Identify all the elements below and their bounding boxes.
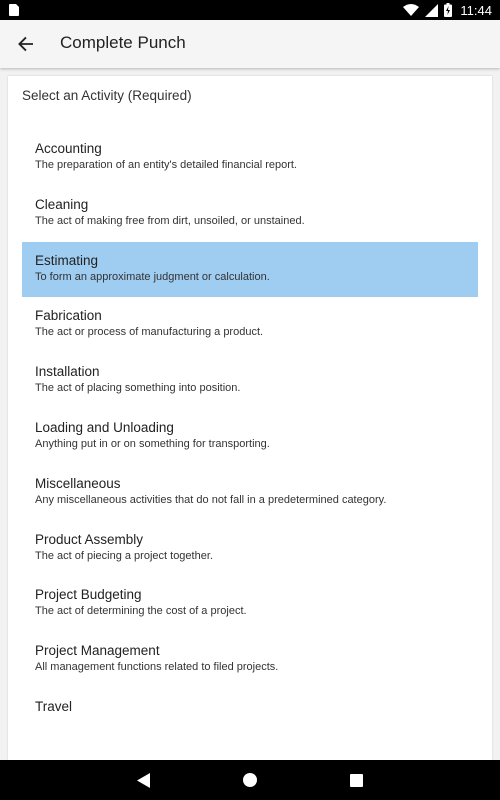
wifi-icon [403, 4, 419, 17]
sim-card-icon [9, 4, 19, 16]
activity-name: Installation [35, 364, 100, 380]
activity-item[interactable] [22, 521, 478, 577]
recents-square-icon[interactable] [346, 770, 366, 790]
activity-name: Project Budgeting [35, 587, 142, 603]
status-icons [403, 0, 492, 20]
activity-description: The act of piecing a project together. [35, 549, 213, 562]
status-bar [0, 0, 500, 20]
activity-description: The preparation of an entity's detailed financial report. [35, 159, 297, 171]
activity-item[interactable] [22, 632, 478, 688]
activity-description: Anything put in or on something for transporting. [35, 437, 270, 450]
activity-list [22, 130, 478, 744]
home-circle-icon[interactable] [240, 770, 260, 790]
activity-description: The act of making free from dirt, unsoiled, or unstained. [35, 214, 305, 227]
navigation-bar [0, 760, 500, 800]
activity-description: All management functions related to filed projects. [35, 661, 279, 674]
page-title: Complete Punch [60, 33, 186, 52]
activity-name: Loading and Unloading [35, 419, 174, 435]
activity-item[interactable] [22, 297, 478, 353]
activity-heading: Select an Activity (Required) [22, 88, 192, 103]
activity-item[interactable] [22, 353, 478, 409]
activity-item[interactable] [22, 688, 478, 744]
activity-card [8, 76, 492, 760]
activity-description: Any miscellaneous activities that do not fall in a predetermined category. [35, 493, 387, 506]
activity-name: Accounting [35, 141, 102, 156]
activity-description: The act of determining the cost of a project. [35, 605, 247, 618]
activity-item[interactable] [22, 186, 478, 242]
back-triangle-icon[interactable] [134, 770, 154, 790]
activity-name: Cleaning [35, 196, 89, 212]
activity-item[interactable] [22, 409, 478, 465]
activity-name: Product Assembly [35, 531, 144, 547]
arrow-back-icon[interactable] [14, 32, 38, 56]
activity-description: The act or process of manufacturing a product. [35, 326, 264, 339]
activity-name: Miscellaneous [35, 475, 121, 491]
status-time: 11:44 [460, 2, 492, 18]
activity-name: Estimating [35, 252, 99, 268]
activity-description: To form an approximate judgment or calculation. [35, 270, 270, 283]
battery-charging-icon [444, 3, 452, 17]
activity-name: Project Management [35, 643, 160, 659]
activity-description: The act of placing something into position. [35, 382, 241, 395]
app-bar [0, 20, 500, 68]
activity-name: Fabrication [35, 308, 102, 324]
activity-item[interactable] [22, 130, 478, 186]
activity-item[interactable] [22, 576, 478, 632]
activity-item[interactable] [22, 465, 478, 521]
activity-name: Travel [35, 698, 73, 714]
activity-item[interactable] [22, 242, 478, 298]
signal-icon [425, 4, 438, 17]
